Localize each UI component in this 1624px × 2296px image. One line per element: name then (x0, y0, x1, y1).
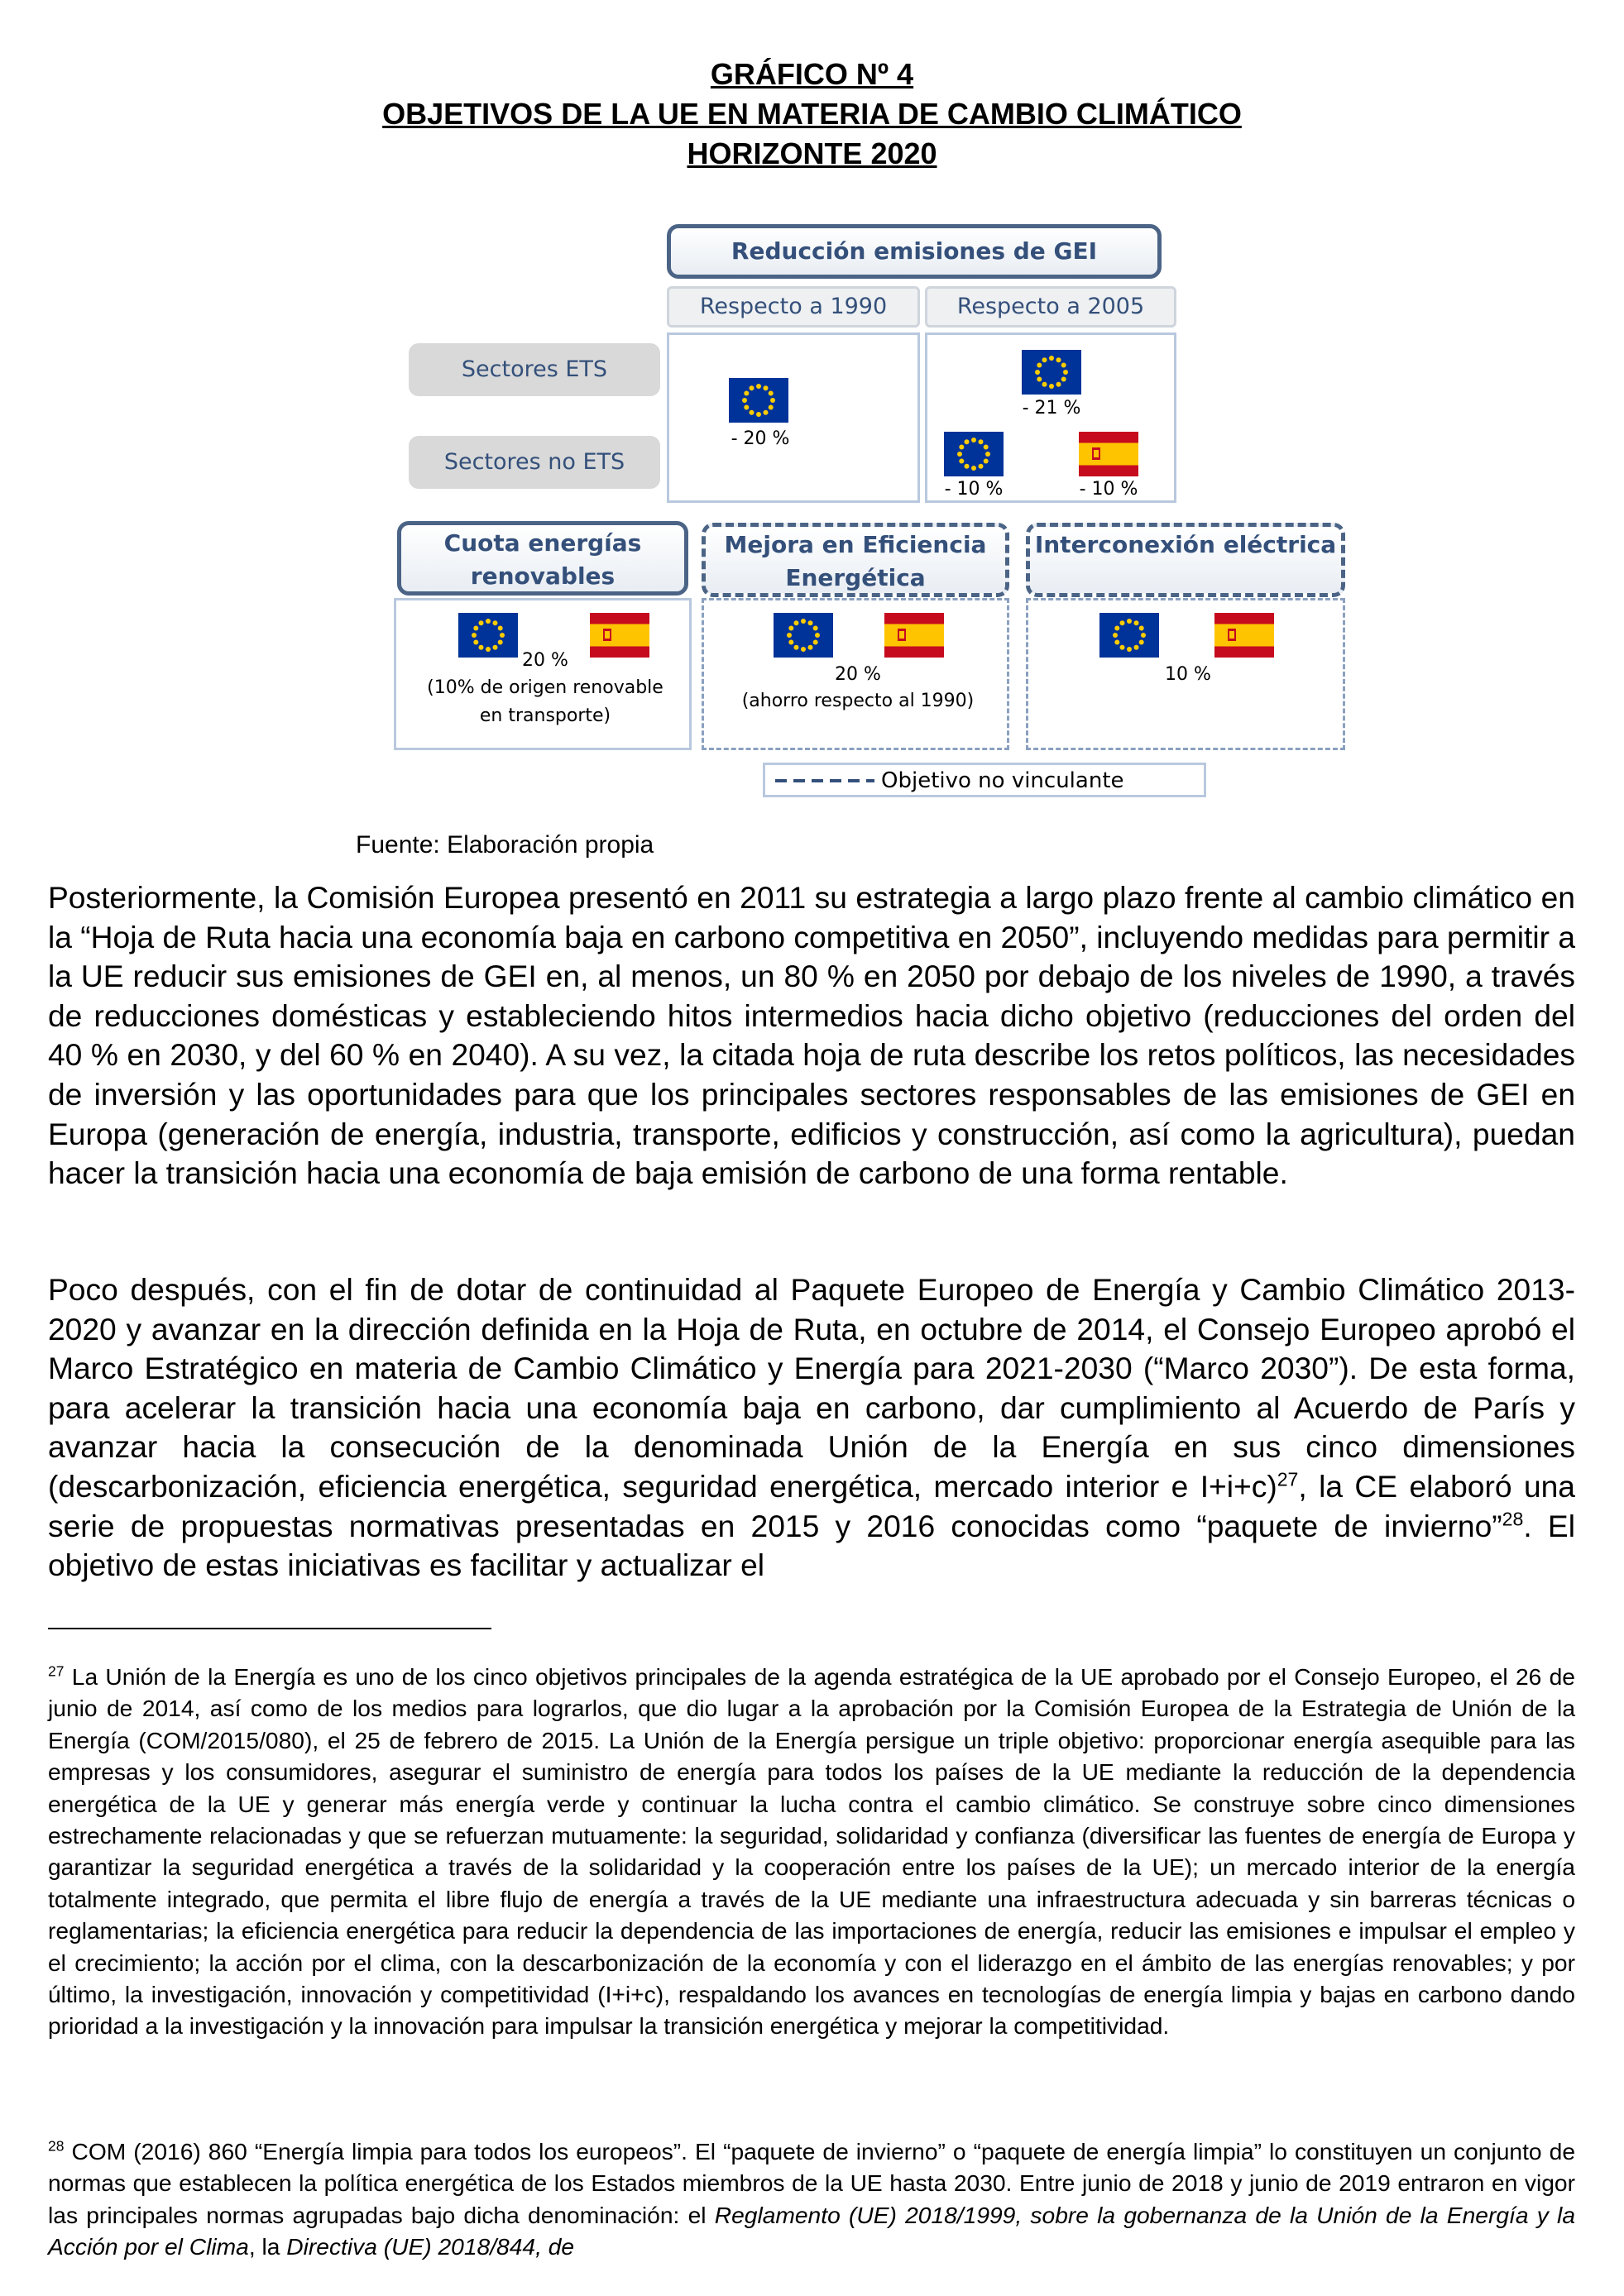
figure-number-title: GRÁFICO Nº 4 (710, 57, 914, 91)
efficiency-note: (ahorro respecto al 1990) (741, 691, 975, 711)
figure-source: Fuente: Elaboración propia (356, 831, 654, 859)
figure-subtitle: HORIZONTE 2020 (687, 136, 937, 170)
renewables-value: 20 % (522, 650, 568, 671)
efficiency-value: 20 % (835, 664, 881, 685)
spain-flag-icon (590, 613, 649, 658)
ghg-reduction-header: Reducción emisiones de GEI (667, 224, 1162, 279)
body-paragraph-2 (48, 1270, 1575, 1586)
body-paragraph-1: Posteriormente, la Comisión Europea presentó en 2011 su estrategia a largo plazo frente al cambio climático en la “Hoja de Ruta hacia una economía baja en carbono competitiva en 2050”, incluyendo medidas para permitir a la UE reducir sus emisiones de GEI en, al menos, un 80 % en 2050 por debajo de los niveles de 1990, a través de reducciones domésticas y estableciendo hitos intermedios hacia dicho objetivo (reducciones del orden del 40 % en 2030, y del 60 % en 2040). A su vez, la citada hoja de ruta describe los retos políticos, las necesidades de inversión y las oportunidades para que los principales sectores responsables de las emisiones de GEI en Europa (generación de energía, industria, transporte, edificios y construcción, así como la agricultura), puedan hacer la transición hacia una economía de baja emisión de carbono de una forma rentable. (48, 880, 1576, 1191)
eu-flag-icon (1022, 350, 1081, 395)
interconnection-header: Interconexión eléctrica (1026, 523, 1345, 597)
renewables-panel (394, 598, 692, 750)
figure-title: OBJETIVOS DE LA UE EN MATERIA DE CAMBIO CLIMÁTICO (382, 97, 1242, 131)
legend (763, 763, 1206, 797)
interconnection-value: 10 % (1165, 664, 1211, 685)
footnote-27-text: La Unión de la Energía es uno de los cinco objetivos principales de la agenda estratégica de la UE aprobado por el Consejo Europeo, el 26 de junio de 2014, así como de los medios para lograrlos, que dio lugar a la aprobación por la Comisión Europea de la Estrategia de Unión de la Energía (COM/2015/080), el 25 de febrero de 2015. La Unión de la Energía persigue un triple objetivo: proporcionar energía asequible para las empresas y los consumidores, asegurar el suministro de energía para todos los países de la UE mediante la reducción de la dependencia energética de la UE y generar más energía verde y continuar la lucha contra el cambio climático. Se construye sobre cinco dimensiones estrechamente relacionadas y que se refuerzan mutuamente: la seguridad, solidaridad y confianza (diversificar las fuentes de energía de Europa y garantizar la seguridad energética a través de la solidaridad y la cooperación entre los países de la UE); un mercado interior de la energía totalmente integrado, que permita el libre flujo de energía a través de la UE mediante una infraestructura adecuada y sin barreras técnicas o reglamentarias; la eficiencia energética para reducir la dependencia de las importaciones de energía, reducir las emisiones e impulsar el empleo y el crecimiento; la acción por el clima, con la descarbonización de la economía y con el liderazgo en el ámbito de las energías renovables; y por último, la investigación, innovación y competitividad (I+i+c), respaldando los avances en tecnologías de energía limpia y bajas en carbono dando prioridad a la investigación y la innovación para impulsar la transición energética y mejorar la competitividad. (48, 1663, 1575, 2040)
renewables-header: Cuota energías renovables (397, 521, 688, 596)
eu-flag-icon (944, 432, 1004, 476)
column-header-1990: Respecto a 1990 (667, 286, 920, 328)
interconnection-panel (1026, 598, 1345, 750)
paragraph-2-text-b: , la CE elaboró una serie de propuestas normativas presentadas en 2015 y 2016 conocidas como “paquete de invierno” (48, 1468, 1575, 1543)
nonets-2005-eu-value: - 10 % (944, 479, 1004, 500)
spain-flag-icon (1214, 613, 1274, 658)
panel-2005 (925, 332, 1176, 503)
efficiency-panel (702, 598, 1009, 750)
footnote-27-number: 27 (48, 1662, 65, 1680)
footnote-28-text-mid: , la (248, 2233, 287, 2260)
paragraph-2-text-c: . El objetivo de estas iniciativas es facilitar y actualizar el (48, 1508, 1575, 1583)
sector-ets-label: Sectores ETS (409, 343, 660, 396)
column-header-2005: Respecto a 2005 (925, 286, 1176, 328)
legend-label: Objetivo no vinculante (881, 768, 1124, 793)
footnote-28-directive: Directiva (UE) 2018/844, de (286, 2233, 575, 2260)
eu-flag-icon (729, 378, 788, 423)
eu-flag-icon (1099, 613, 1159, 658)
eu-flag-icon (774, 613, 833, 658)
footnote-28 (48, 2136, 1575, 2263)
footnote-27 (48, 1661, 1575, 2042)
efficiency-header: Mejora en Eficiencia Energética (702, 523, 1009, 597)
footnote-28-regulation: Reglamento (UE) 2018/1999, sobre la gobernanza de la Unión de la Energía y la Acción por el Clima (48, 2201, 1576, 2260)
footnote-separator (48, 1628, 491, 1629)
dashed-line-legend-icon (775, 778, 874, 783)
renewables-note: (10% de origen renovable en transporte) (427, 677, 663, 726)
footnote-28-text: COM (2016) 860 “Energía limpia para todos los europeos”. El “paquete de invierno” o “paquete de energía limpia” lo constituyen un conjunto de normas que establecen la política energética de los Estados miembros de la UE hasta 2030. Entre junio de 2018 y junio de 2019 entraron en vigor las principales normas agrupadas bajo dicha denominación: el (48, 2138, 1575, 2228)
ets-2005-eu-value: - 21 % (1022, 398, 1081, 419)
footnote-ref-28[interactable]: 28 (1502, 1508, 1524, 1530)
panel-1990 (667, 332, 920, 503)
footnote-ref-27[interactable]: 27 (1277, 1468, 1299, 1490)
sector-non-ets-label: Sectores no ETS (409, 436, 660, 489)
footnote-28-number: 28 (48, 2137, 65, 2155)
ets-1990-eu-value: - 20 % (731, 428, 790, 449)
paragraph-2-text-a: Poco después, con el fin de dotar de continuidad al Paquete Europeo de Energía y Cambio Climático 2013-2020 y avanzar en la dirección definida en la Hoja de Ruta, en octubre de 2014, el Consejo Europeo aprobó el Marco Estratégico en materia de Cambio Climático y Energía para 2021-2030 (“Marco 2030”). De esta forma, para acelerar la transición hacia una economía baja en carbono, dar cumplimiento al Acuerdo de París y avanzar hacia la consecución de la denominada Unión de la Energía en sus cinco dimensiones (descarbonización, eficiencia energética, seguridad energética, mercado interior e I+i+c) (48, 1272, 1575, 1504)
nonets-2005-es-value: - 10 % (1079, 479, 1138, 500)
spain-flag-icon (884, 613, 944, 658)
spain-flag-icon (1079, 432, 1138, 476)
